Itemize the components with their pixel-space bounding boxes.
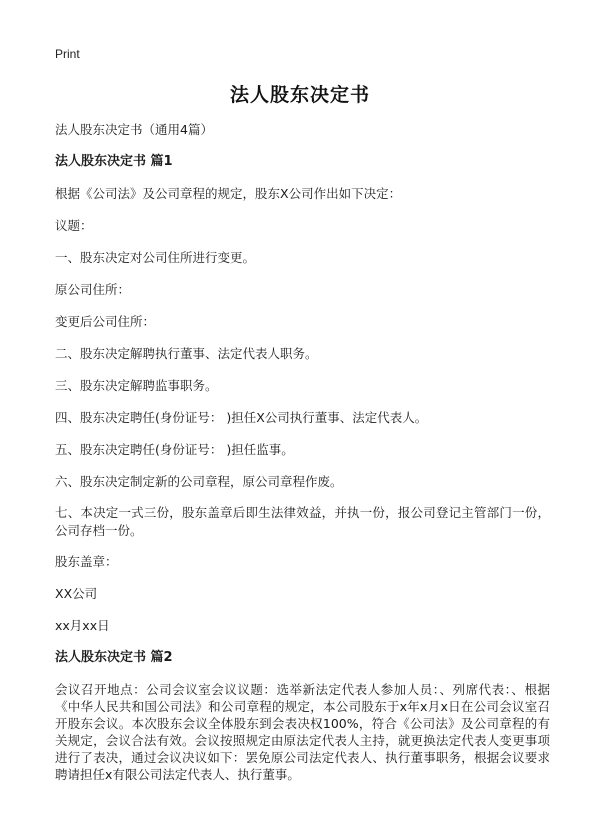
section1-line-3: 一、股东决定对公司住所进行变更。 <box>55 250 256 265</box>
section1-line-14: xx月xx日 <box>55 618 110 633</box>
section1-line-2: 议题： <box>55 218 93 233</box>
section1-line-12: 股东盖章： <box>55 554 118 569</box>
section-heading-1: 法人股东决定书 篇1 <box>55 154 173 169</box>
section1-line-5: 变更后公司住所： <box>55 314 156 329</box>
section1-line-6: 二、股东决定解聘执行董事、法定代表人职务。 <box>55 346 318 361</box>
section1-line-13: XX公司 <box>55 586 98 601</box>
section1-line-9: 五、股东决定聘任(身份证号： )担任监事。 <box>55 442 294 457</box>
section1-paragraph-7: 七、本决定一式三份，股东盖章后即生法律效益，并执一份，报公司登记主管部门一份，公司存档一份。 <box>55 505 550 538</box>
document-subtitle: 法人股东决定书（通用4篇） <box>55 122 213 137</box>
document-title: 法人股东决定书 <box>229 84 370 106</box>
section1-line-8: 四、股东决定聘任(身份证号： )担任X公司执行董事、法定代表人。 <box>55 410 428 425</box>
section1-line-7: 三、股东决定解聘监事职务。 <box>55 378 218 393</box>
section2-paragraph: 会议召开地点：公司会议室会议议题：选举新法定代表人参加人员：、列席代表：、根据《中华人民共和国公司法》和公司章程的规定，本公司股东于x年x月x日在公司会议室召开股东会议。本次股东会议全体股东到会表决权100%，符合《公司法》及公司章程的有关规定，会议合法有效。会议按照规定由原法定代表人主持，就更换法定代表人变更事项进行了表决，通过会议决议如下：罢免原公司法定代表人、执行董事职务，根据会议要求聘请担任x有限公司法定代表人、执行董事。 <box>55 682 550 782</box>
section1-line-10: 六、股东决定制定新的公司章程，原公司章程作废。 <box>55 474 343 489</box>
section-heading-2: 法人股东决定书 篇2 <box>55 650 173 665</box>
print-label: Print <box>55 47 80 61</box>
section1-line-4: 原公司住所： <box>55 282 131 297</box>
section1-line-1: 根据《公司法》及公司章程的规定，股东X公司作出如下决定： <box>55 186 402 201</box>
